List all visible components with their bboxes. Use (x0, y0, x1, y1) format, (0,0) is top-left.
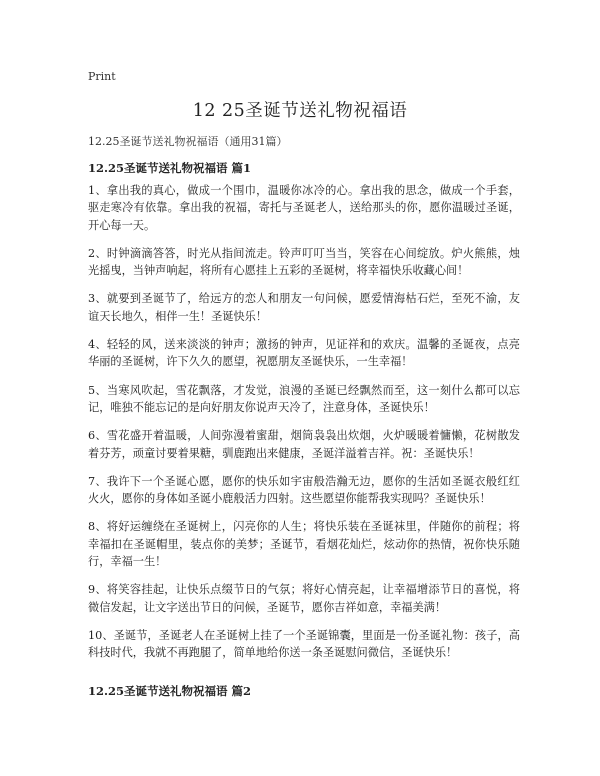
section-heading: 12.25圣诞节送礼物祝福语 篇2 (88, 684, 252, 698)
document-subtitle: 12.25圣诞节送礼物祝福语（通用31篇） (88, 135, 288, 148)
paragraph: 8、将好运缠绕在圣诞树上，闪亮你的人生；将快乐装在圣诞袜里，伴随你的前程；将幸福扣在圣诞帽里，装点你的美梦；圣诞节，看烟花灿烂，炫动你的热情，祝你快乐随行，幸福一生！ (88, 520, 520, 569)
paragraph: 5、当寒风吹起，雪花飘落，才发觉，浪漫的圣诞已经飘然而至，这一刻什么都可以忘记，唯独不能忘记的是向好朋友你说声天冷了，注意身体，圣诞快乐！ (88, 383, 520, 414)
paragraph: 3、就要到圣诞节了，给远方的恋人和朋友一句问候，愿爱情海枯石烂，至死不渝，友谊天长地久，相伴一生！圣诞快乐！ (88, 292, 520, 323)
print-link[interactable]: Print (88, 70, 116, 83)
paragraph: 7、我许下一个圣诞心愿，愿你的快乐如宇宙般浩瀚无边，愿你的生活如圣诞衣般红红火火，愿你的身体如圣诞小鹿般活力四射。这些愿望你能帮我实现吗？圣诞快乐！ (88, 474, 520, 506)
section-heading: 12.25圣诞节送礼物祝福语 篇1 (88, 161, 252, 175)
paragraph: 10、圣诞节，圣诞老人在圣诞树上挂了一个圣诞锦囊，里面是一份圣诞礼物：孩子，高科技时代，我就不再跑腿了，简单地给你送一条圣诞慰问微信，圣诞快乐！ (88, 628, 520, 660)
paragraph: 6、雪花盛开着温暖，人间弥漫着蜜甜，烟筒袅袅出炊烟，火炉暖暖着慵懒，花树散发着芬芳，顽童讨要着果糖，驯鹿跑出来健康，圣诞洋溢着吉祥。祝：圣诞快乐！ (88, 429, 520, 460)
page-title: 12 25圣诞节送礼物祝福语 (192, 101, 408, 121)
paragraph: 4、轻轻的风，送来淡淡的钟声；激扬的钟声，见证祥和的欢庆。温馨的圣诞夜，点亮华丽的圣诞树，许下久久的愿望，祝愿朋友圣诞快乐，一生幸福！ (88, 338, 520, 369)
paragraph: 2、时钟滴滴答答，时光从指间流走。铃声叮叮当当，笑容在心间绽放。炉火熊熊，烛光摇曳，当钟声响起，将所有心愿挂上五彩的圣诞树，将幸福快乐收藏心间！ (88, 246, 520, 278)
section-paragraphs (88, 182, 520, 673)
paragraph: 1、拿出我的真心，做成一个围巾，温暖你冰冷的心。拿出我的思念，做成一个手套，驱走寒冷有依靠。拿出我的祝福，寄托与圣诞老人，送给那头的你，愿你温暖过圣诞，开心每一天。 (88, 184, 520, 232)
paragraph: 9、将笑容挂起，让快乐点缀节日的气氛；将好心情亮起，让幸福增添节日的喜悦，将微信发起，让文字送出节日的问候，圣诞节，愿你吉祥如意，幸福美满！ (88, 583, 520, 614)
